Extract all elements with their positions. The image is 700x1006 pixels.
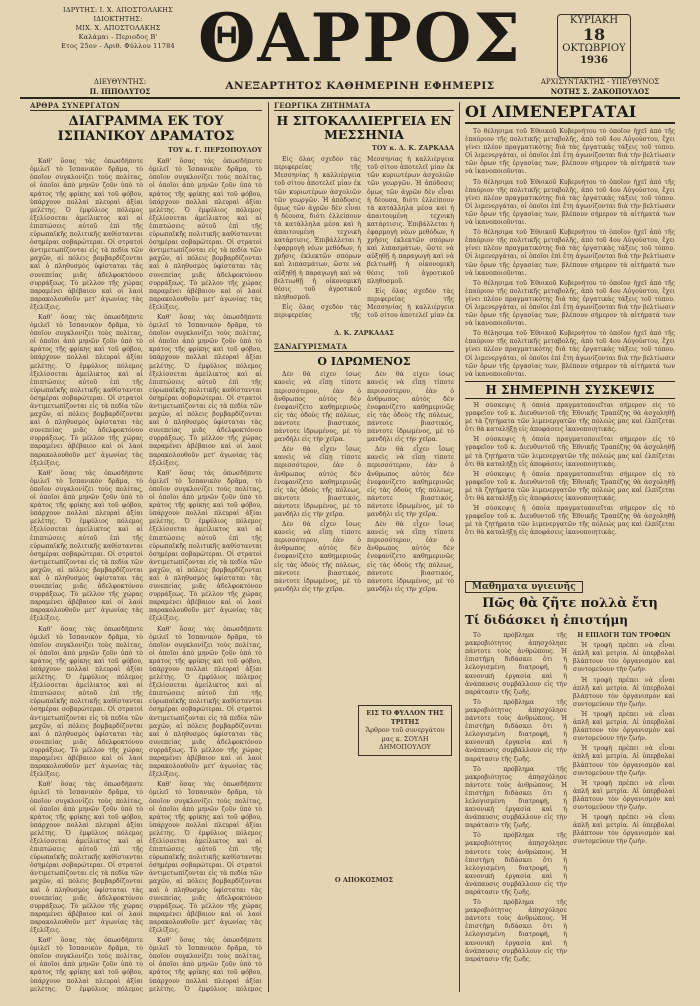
column-1 (30, 102, 262, 992)
article-paragraph: Τὸ θέλησιμα τοῦ Ἐθνικοῦ Κυβερνήτου τὸ ὁποῖον ἠχεῖ ἀπὸ τῆς ἐπαύριον τῆς πολιτικῆς μεταβολῆς, ἀπὸ τοῦ 4ου Αὐγούστου, ἔχει γίνει πλέον πραγματικότης διὰ τὰς ἐργατικὰς τάξεις τοῦ τόπου. Οἱ λιμενεργάται, οἱ ὁποῖοι ἐπὶ ἔτη ἀγωνίζονται διὰ τὴν βελτίωσιν τῶν ὅρων τῆς ἐργασίας των, βλέπουν σήμερον τὰ αἰτήματά των νὰ ἱκανοποιοῦνται. (465, 229, 675, 277)
newspaper-title: ΘΑΡΡΟΣ (197, 0, 523, 77)
article-paragraph: Ἡ τροφὴ πρέπει νὰ εἶναι ἁπλῆ καὶ μετρία. Αἱ ὑπερβολαὶ βλάπτουν τὸν ὀργανισμὸν καὶ συντομεύουν τὴν ζωήν. (573, 642, 675, 674)
health-article (465, 632, 675, 962)
article-paragraph: Καθ' ὅσας τὰς ὀπωσδήποτε ὁμιλεῖ τὸ Ἱσπανικὸν δρᾶμα, τὸ ὁποῖον συγκλονίζει τοὺς πολίτας, οἱ ὁποῖοι ἀπὸ μηνῶν ζοῦν ὑπὸ τὸ κράτος τῆς φρίκης καὶ τοῦ φόβου, ὑπάρχουν πολλαὶ πλευραὶ ἀξίαι μελέτης. Ὁ ἐμφύλιος πόλεμος (30, 937, 143, 992)
article-paragraph: Εἰς ὅλας σχεδὸν τὰς περιφερείας τῆς Μεσσηνίας ἡ καλλιέργεια τοῦ σίτου ἀποτελεῖ μίαν ἐκ (367, 287, 454, 319)
article-paragraph: Τὸ πρόβλημα τῆς μακροβιότητος ἀπησχόλησε πάντοτε τοὺς ἀνθρώπους. Ἡ ἐπιστήμη διδάσκει ὅτι ἡ λελογισμένη διατροφή, ἡ κανονικὴ ἐργασία καὶ ἡ ἀνάπαυσις συμβάλλουν εἰς τὴν παράτασιν τῆς ζωῆς. (465, 632, 567, 696)
article-paragraph: Ἡ σύσκεψις ἡ ὁποία πραγματοποιεῖται σήμερον εἰς τὸ γραφεῖον τοῦ κ. Διευθυντοῦ τῆς Ἐθνικῆς Τραπέζης θὰ ἀσχοληθῇ μὲ τὰ ζητήματα τῶν λιμενεργατῶν τῆς πόλεώς μας καὶ ἐλπίζεται ὅτι θὰ καταλήξῃ εἰς ἀποφάσεις ἱκανοποιητικάς. (465, 436, 675, 468)
masthead-divider (20, 97, 680, 99)
article-paragraph: Καθ' ὅσας τὰς ὀπωσδήποτε ὁμιλεῖ τὸ Ἱσπανικὸν δρᾶμα, τὸ ὁποῖον συγκλονίζει τοὺς πολίτας, οἱ ὁποῖοι ἀπὸ μηνῶν ζοῦν ὑπὸ τὸ κράτος τῆς φρίκης καὶ τοῦ φόβου, ὑπάρχουν πολλαὶ πλευραὶ ἀξίαι μελέτης. Ὁ ἐμφύλιος πόλεμος ἐξελίσσεται ἀμείλικτος καὶ αἱ ἐπιπτώσεις αὐτοῦ ἐπὶ τῆς εὐρωπαϊκῆς πολιτικῆς καθίστανται ὁσημέραι σοβαρώτεραι. Οἱ στρατοὶ ἀντιμετωπίζονται εἰς τὰ πεδία τῶν μαχῶν, αἱ πόλεις βομβαρδίζονται καὶ ὁ πληθυσμὸς ὑφίσταται τὰς συνεπείας μιᾶς ἀδελφοκτόνου συρράξεως. Τὸ μέλλον τῆς χώρας παραμένει ἀβέβαιον καὶ οἱ λαοὶ παρακολουθοῦν μετ' ἀγωνίας τὰς ἐξελίξεις. (30, 313, 143, 467)
article-paragraph: Δὲν θὰ εἶχεν ἴσως κανεὶς νὰ εἴπῃ τίποτε περισσότερον, ἐὰν ὁ ἄνθρωπος αὐτὸς δὲν ἐνεφανίζετο καθημερινῶς εἰς τὰς ὁδοὺς τῆς πόλεως, πάντοτε βιαστικός, πάντοτε ἱδρωμένος, μὲ τὸ μανδήλι εἰς τὴν χεῖρα. (274, 521, 361, 593)
article-paragraph: Καθ' ὅσας τὰς ὀπωσδήποτε ὁμιλεῖ τὸ Ἱσπανικὸν δρᾶμα, τὸ ὁποῖον συγκλονίζει τοὺς πολίτας, οἱ ὁποῖοι ἀπὸ μηνῶν ζοῦν ὑπὸ τὸ κράτος τῆς φρίκης καὶ τοῦ φόβου, ὑπάρχουν πολλαὶ πλευραὶ ἀξίαι μελέτης. Ὁ ἐμφύλιος πόλεμος (149, 937, 262, 992)
box-body: Ἄρθρον τοῦ συνεργάτου μας κ. ΣΟΥΛΗ ΔΗΜΟΠΟΥΛΟΥ (365, 726, 445, 752)
article-paragraph: Καθ' ὅσας τὰς ὀπωσδήποτε ὁμιλεῖ τὸ Ἱσπανικὸν δρᾶμα, τὸ ὁποῖον συγκλονίζει τοὺς πολίτας, οἱ ὁποῖοι ἀπὸ μηνῶν ζοῦν ὑπὸ τὸ κράτος τῆς φρίκης καὶ τοῦ φόβου, ὑπάρχουν πολλαὶ πλευραὶ ἀξίαι μελέτης. Ὁ ἐμφύλιος πόλεμος ἐξελίσσεται ἀμείλικτος καὶ αἱ ἐπιπτώσεις αὐτοῦ ἐπὶ τῆς εὐρωπαϊκῆς πολιτικῆς καθίστανται ὁσημέραι σοβαρώτεραι. Οἱ στρατοὶ ἀντιμετωπίζονται εἰς τὰ πεδία τῶν μαχῶν, αἱ πόλεις βομβαρδίζονται καὶ ὁ πληθυσμὸς ὑφίσταται τὰς συνεπείας μιᾶς ἀδελφοκτόνου συρράξεως. Τὸ μέλλον τῆς χώρας παραμένει ἀβέβαιον καὶ οἱ λαοὶ παρακολουθοῦν μετ' ἀγωνίας τὰς ἐξελίξεις. (149, 781, 262, 934)
article-paragraph: Ἡ τροφὴ πρέπει νὰ εἶναι ἁπλῆ καὶ μετρία. Αἱ ὑπερβολαὶ βλάπτουν τὸν ὀργανισμὸν καὶ συντομεύουν τὴν ζωήν. (573, 710, 675, 743)
article-paragraph: Δὲν θὰ εἶχεν ἴσως κανεὶς νὰ εἴπῃ τίποτε περισσότερον, ἐὰν ὁ ἄνθρωπος αὐτὸς δὲν ἐνεφανίζετο καθημερινῶς εἰς τὰς ὁδοὺς τῆς πόλεως, πάντοτε βιαστικός, πάντοτε ἱδρωμένος, μὲ τὸ μανδήλι εἰς τὴν χεῖρα. (367, 521, 454, 593)
editor-label: ΑΡΧΙΣΥΝΤΑΚΤΗΣ - ΥΠΕΥΘΥΝΟΣ (540, 78, 660, 86)
article-paragraph: Καθ' ὅσας τὰς ὀπωσδήποτε ὁμιλεῖ τὸ Ἱσπανικὸν δρᾶμα, τὸ ὁποῖον συγκλονίζει τοὺς πολίτας, οἱ ὁποῖοι ἀπὸ μηνῶν ζοῦν ὑπὸ τὸ κράτος τῆς φρίκης καὶ τοῦ φόβου, ὑπάρχουν πολλαὶ πλευραὶ ἀξίαι μελέτης. Ὁ ἐμφύλιος πόλεμος ἐξελίσσεται ἀμείλικτος καὶ αἱ ἐπιπτώσεις αὐτοῦ ἐπὶ τῆς εὐρωπαϊκῆς πολιτικῆς καθίστανται ὁσημέραι σοβαρώτεραι. Οἱ στρατοὶ ἀντιμετωπίζονται εἰς τὰ πεδία τῶν μαχῶν, αἱ πόλεις βομβαρδίζονται καὶ ὁ πληθυσμὸς ὑφίσταται τὰς συνεπείας μιᾶς ἀδελφοκτόνου συρράξεως. Τὸ μέλλον τῆς χώρας παραμένει ἀβέβαιον καὶ οἱ λαοὶ παρακολουθοῦν μετ' ἀγωνίας τὰς ἐξελίξεις. (149, 625, 262, 779)
article-paragraph: Τὸ πρόβλημα τῆς μακροβιότητος ἀπησχόλησε πάντοτε τοὺς ἀνθρώπους. Ἡ ἐπιστήμη διδάσκει ὅτι ἡ λελογισμένη διατροφή, ἡ κανονικὴ ἐργασία καὶ ἡ ἀνάπαυσις συμβάλλουν εἰς τὴν παράτασιν τῆς ζωῆς. (465, 832, 567, 896)
article-paragraph: Ἡ τροφὴ πρέπει νὰ εἶναι ἁπλῆ καὶ μετρία. Αἱ ὑπερβολαὶ βλάπτουν τὸν ὀργανισμὸν καὶ συντομεύουν τὴν ζωήν. (573, 779, 675, 811)
editor-name: ΝΟΤΗΣ Σ. ΖΑΚΟΠΟΥΛΟΣ (550, 87, 650, 96)
column-divider (268, 102, 269, 992)
date-box (557, 14, 631, 78)
article-subheadline: Τί διδάσκει ἡ ἐπιστήμη (465, 613, 629, 628)
article-paragraph: Καθ' ὅσας τὰς ὀπωσδήποτε ὁμιλεῖ τὸ Ἱσπανικὸν δρᾶμα, τὸ ὁποῖον συγκλονίζει τοὺς πολίτας, οἱ ὁποῖοι ἀπὸ μηνῶν ζοῦν ὑπὸ τὸ κράτος τῆς φρίκης καὶ τοῦ φόβου, ὑπάρχουν πολλαὶ πλευραὶ ἀξίαι μελέτης. Ὁ ἐμφύλιος πόλεμος ἐξελίσσεται ἀμείλικτος καὶ αἱ ἐπιπτώσεις αὐτοῦ ἐπὶ τῆς εὐρωπαϊκῆς πολιτικῆς καθίστανται ὁσημέραι σοβαρώτεραι. Οἱ στρατοὶ ἀντιμετωπίζονται εἰς τὰ πεδία τῶν μαχῶν, αἱ πόλεις βομβαρδίζονται καὶ ὁ πληθυσμὸς ὑφίσταται τὰς συνεπείας μιᾶς ἀδελφοκτόνου συρράξεως. Τὸ μέλλον τῆς χώρας παραμένει ἀβέβαιον καὶ οἱ λαοὶ παρακολουθοῦν μετ' ἀγωνίας τὰς ἐξελίξεις. (149, 469, 262, 623)
article-paragraph: Καθ' ὅσας τὰς ὀπωσδήποτε ὁμιλεῖ τὸ Ἱσπανικὸν δρᾶμα, τὸ ὁποῖον συγκλονίζει τοὺς πολίτας, οἱ ὁποῖοι ἀπὸ μηνῶν ζοῦν ὑπὸ τὸ κράτος τῆς φρίκης καὶ τοῦ φόβου, ὑπάρχουν πολλαὶ πλευραὶ ἀξίαι μελέτης. Ὁ ἐμφύλιος πόλεμος ἐξελίσσεται ἀμείλικτος καὶ αἱ ἐπιπτώσεις αὐτοῦ ἐπὶ τῆς εὐρωπαϊκῆς πολιτικῆς καθίστανται ὁσημέραι σοβαρώτεραι. Οἱ στρατοὶ ἀντιμετωπίζονται εἰς τὰ πεδία τῶν μαχῶν, αἱ πόλεις βομβαρδίζονται καὶ ὁ πληθυσμὸς ὑφίσταται τὰς συνεπείας μιᾶς ἀδελφοκτόνου συρράξεως. Τὸ μέλλον τῆς χώρας παραμένει ἀβέβαιον καὶ οἱ λαοὶ παρακολουθοῦν μετ' ἀγωνίας τὰς ἐξελίξεις. (30, 781, 143, 934)
section-label: Μαθηματα υγιεινῆς (465, 581, 583, 593)
article-paragraph: Δὲν θὰ εἶχεν ἴσως κανεὶς νὰ εἴπῃ τίποτε περισσότερον, ἐὰν ὁ ἄνθρωπος αὐτὸς δὲν ἐνεφανίζετο καθημερινῶς εἰς τὰς ὁδοὺς τῆς πόλεως, πάντοτε βιαστικός, πάντοτε ἱδρωμένος, μὲ τὸ μανδήλι εἰς τὴν χεῖρα. (274, 446, 361, 518)
box-title: ΕΙΣ ΤΟ ΦΥΛΛΟΝ ΤΗΣ ΤΡΙΤΗΣ (366, 709, 444, 726)
article-headline: Πῶς θὰ ζῆτε πολλὰ ἔτη (482, 596, 658, 612)
article-paragraph: Δὲν θὰ εἶχεν ἴσως κανεὶς νὰ εἴπῃ τίποτε περισσότερον, ἐὰν ὁ ἄνθρωπος αὐτὸς δὲν ἐνεφανίζετο καθημερινῶς εἰς τὰς ὁδοὺς τῆς πόλεως, πάντοτε βιαστικός, πάντοτε ἱδρωμένος, μὲ τὸ μανδήλι εἰς τὴν χεῖρα. (367, 446, 454, 518)
article-paragraph: Ἡ σύσκεψις ἡ ὁποία πραγματοποιεῖται σήμερον εἰς τὸ γραφεῖον τοῦ κ. Διευθυντοῦ τῆς Ἐθνικῆς Τραπέζης θὰ ἀσχοληθῇ μὲ τὰ ζητήματα τῶν λιμενεργατῶν τῆς πόλεώς μας καὶ ἐλπίζεται ὅτι θὰ καταλήξῃ εἰς ἀποφάσεις ἱκανοποιητικάς. (465, 402, 675, 434)
article-paragraph: Ἡ τροφὴ πρέπει νὰ εἶναι ἁπλῆ καὶ μετρία. Αἱ ὑπερβολαὶ βλάπτουν τὸν ὀργανισμὸν καὶ συντομεύουν τὴν ζωήν. (573, 676, 675, 708)
newspaper-subtitle: ΑΝΕΞΑΡΤΗΤΟΣ ΚΑΘΗΜΕΡΙΝΗ ΕΦΗΜΕΡΙΣ (225, 80, 495, 92)
article-body (465, 632, 567, 962)
director-name: Π. ΙΠΠΟΛΥΤΟΣ (89, 87, 151, 96)
article-paragraph: Καθ' ὅσας τὰς ὀπωσδήποτε ὁμιλεῖ τὸ Ἱσπανικὸν δρᾶμα, τὸ ὁποῖον συγκλονίζει τοὺς πολίτας, οἱ ὁποῖοι ἀπὸ μηνῶν ζοῦν ὑπὸ τὸ κράτος τῆς φρίκης καὶ τοῦ φόβου, ὑπάρχουν πολλαὶ πλευραὶ ἀξίαι μελέτης. Ὁ ἐμφύλιος πόλεμος ἐξελίσσεται ἀμείλικτος καὶ αἱ ἐπιπτώσεις αὐτοῦ ἐπὶ τῆς εὐρωπαϊκῆς πολιτικῆς καθίστανται ὁσημέραι σοβαρώτεραι. Οἱ στρατοὶ ἀντιμετωπίζονται εἰς τὰ πεδία τῶν μαχῶν, αἱ πόλεις βομβαρδίζονται καὶ ὁ πληθυσμὸς ὑφίσταται τὰς συνεπείας μιᾶς ἀδελφοκτόνου συρράξεως. Τὸ μέλλον τῆς χώρας παραμένει ἀβέβαιον καὶ οἱ λαοὶ παρακολουθοῦν μετ' ἀγωνίας τὰς ἐξελίξεις. (149, 158, 262, 311)
article-paragraph: Τὸ θέλησιμα τοῦ Ἐθνικοῦ Κυβερνήτου τὸ ὁποῖον ἠχεῖ ἀπὸ τῆς ἐπαύριον τῆς πολιτικῆς μεταβολῆς, ἀπὸ τοῦ 4ου Αὐγούστου, ἔχει γίνει πλέον πραγματικότης διὰ τὰς ἐργατικὰς τάξεις τοῦ τόπου. Οἱ λιμενεργάται, οἱ ὁποῖοι ἐπὶ ἔτη ἀγωνίζονται διὰ τὴν βελτίωσιν τῶν ὅρων τῆς ἐργασίας των, βλέπουν σήμερον τὰ αἰτήματά των νὰ ἱκανοποιοῦνται. (465, 128, 675, 176)
article-headline: ΟΙ ΛΙΜΕΝΕΡΓΑΤΑΙ (465, 102, 675, 124)
column-divider (459, 102, 460, 992)
article-paragraph: Τὸ πρόβλημα τῆς μακροβιότητος ἀπησχόλησε πάντοτε τοὺς ἀνθρώπους. Ἡ ἐπιστήμη διδάσκει ὅτι ἡ λελογισμένη διατροφή, ἡ κανονικὴ ἐργασία καὶ ἡ ἀνάπαυσις συμβάλλουν εἰς τὴν παράτασιν τῆς ζωῆς. (465, 698, 567, 763)
publisher-line: ΙΔΙΟΚΤΗΤΗΣ: (93, 15, 143, 23)
column-signature: Ο ΑΠΟΚΟΣΜΟΣ (334, 875, 394, 884)
article-paragraph: Τὸ θέλησιμα τοῦ Ἐθνικοῦ Κυβερνήτου τὸ ὁποῖον ἠχεῖ ἀπὸ τῆς ἐπαύριον τῆς πολιτικῆς μεταβολῆς, ἀπὸ τοῦ 4ου Αὐγούστου, ἔχει γίνει πλέον πραγματικότης διὰ τὰς ἐργατικὰς τάξεις τοῦ τόπου. Οἱ λιμενεργάται, οἱ ὁποῖοι ἐπὶ ἔτη ἀγωνίζονται διὰ τὴν βελτίωσιν τῶν ὅρων τῆς ἐργασίας των, βλέπουν σήμερον τὰ αἰτήματά των νὰ ἱκανοποιοῦνται. (465, 178, 675, 227)
date-number: 18 (582, 25, 606, 44)
date-year: 1936 (580, 55, 608, 66)
director-info (60, 78, 180, 96)
article-headline: Ο ΙΔΡΩΜΕΝΟΣ (317, 355, 411, 369)
article-paragraph: Εἰς ὅλας σχεδὸν τὰς περιφερείας τῆς Μεσσηνίας ἡ καλλιέργεια τοῦ σίτου ἀποτελεῖ μίαν ἐκ τῶν κυριωτέρων ἀσχολιῶν τῶν γεωργῶν. Ἡ ἀπόδοσις ὅμως τῶν ἀγρῶν δὲν εἶναι ἡ δέουσα, διότι ἐλλείπουν τὰ κατάλληλα μέσα καὶ ἡ ἀπαιτουμένη τεχνικὴ κατάρτισις. Ἐπιβάλλεται ἡ ἐφαρμογὴ νέων μεθόδων, ἡ χρῆσις ἐκλεκτῶν σπόρων καὶ λιπασμάτων, ὥστε νὰ αὐξηθῇ ἡ παραγωγὴ καὶ νὰ βελτιωθῇ ἡ οἰκονομικὴ θέσις τοῦ ἀγροτικοῦ πληθυσμοῦ. (274, 156, 454, 319)
section-headline: Η ΣΗΜΕΡΙΝΗ ΣΥΣΚΕΨΙΣ (465, 381, 675, 399)
article-paragraph: Εἰς ὅλας σχεδὸν τὰς περιφερείας τῆς Μεσσηνίας ἡ καλλιέργεια τοῦ σίτου ἀποτελεῖ μίαν ἐκ τῶν κυριωτέρων ἀσχολιῶν τῶν γεωργῶν. Ἡ ἀπόδοσις ὅμως τῶν ἀγρῶν δὲν εἶναι ἡ δέουσα, διότι ἐλλείπουν τὰ κατάλληλα μέσα καὶ ἡ ἀπαιτουμένη τεχνικὴ κατάρτισις. Ἐπιβάλλεται ἡ ἐφαρμογὴ νέων μεθόδων, ἡ χρῆσις ἐκλεκτῶν σπόρων καὶ λιπασμάτων, ὥστε νὰ αὐξηθῇ ἡ παραγωγὴ καὶ νὰ βελτιωθῇ ἡ οἰκονομικὴ θέσις τοῦ ἀγροτικοῦ πληθυσμοῦ. (274, 156, 361, 301)
column-3 (465, 102, 675, 992)
article-body (465, 128, 675, 378)
article-paragraph: Ἡ τροφὴ πρέπει νὰ εἶναι ἁπλῆ καὶ μετρία. Αἱ ὑπερβολαὶ βλάπτουν τὸν ὀργανισμὸν καὶ συντομεύουν τὴν ζωήν. (573, 814, 675, 846)
director-label: ΔΙΕΥΘΥΝΤΗΣ: (93, 78, 147, 86)
article-body (30, 158, 262, 992)
article-paragraph: Ἡ σύσκεψις ἡ ὁποία πραγματοποιεῖται σήμερον εἰς τὸ γραφεῖον τοῦ κ. Διευθυντοῦ τῆς Ἐθνικῆς Τραπέζης θὰ ἀσχοληθῇ μὲ τὰ ζητήματα τῶν λιμενεργατῶν τῆς πόλεώς μας καὶ ἐλπίζεται ὅτι θὰ καταλήξῃ εἰς ἀποφάσεις ἱκανοποιητικάς. (465, 505, 675, 537)
section-label: ΓΕΩΡΓΙΚΑ ΖΗΤΗΜΑΤΑ (274, 102, 454, 111)
masthead (0, 0, 700, 95)
section-label: ΞΑΝΑΓΥΡΙΣΜΑΤΑ (274, 343, 454, 352)
article-subsection: Η ΕΠΙΛΟΓΗ ΤΩΝ ΤΡΟΦΩΝ (577, 632, 671, 640)
section-label: ΑΡΘΡΑ ΣΥΝΕΡΓΑΤΩΝ (30, 102, 262, 111)
article-paragraph: Τὸ πρόβλημα τῆς μακροβιότητος ἀπησχόλησε πάντοτε τοὺς ἀνθρώπους. Ἡ ἐπιστήμη διδάσκει ὅτι ἡ λελογισμένη διατροφή, ἡ κανονικὴ ἐργασία καὶ ἡ ἀνάπαυσις συμβάλλουν εἰς τὴν παράτασιν τῆς ζωῆς. (465, 899, 567, 963)
date-month: ΟΚΤΩΒΡΙΟΥ (562, 43, 626, 54)
article-paragraph: Δὲν θὰ εἶχεν ἴσως κανεὶς νὰ εἴπῃ τίποτε περισσότερον, ἐὰν ὁ ἄνθρωπος αὐτὸς δὲν ἐνεφανίζετο καθημερινῶς εἰς τὰς ὁδοὺς τῆς πόλεως, πάντοτε βιαστικός, πάντοτε ἱδρωμένος, μὲ τὸ μανδήλι εἰς τὴν χεῖρα. (367, 371, 454, 444)
article-byline: ΤΟΥ κ. Δ. Κ. ΖΑΡΚΑΔΑ (372, 144, 454, 153)
article-body (465, 402, 675, 577)
publisher-line: ΜΙΧ. Χ. ΑΠΟΣΤΟΛΑΚΗΣ (75, 24, 161, 32)
article-paragraph: Καθ' ὅσας τὰς ὀπωσδήποτε ὁμιλεῖ τὸ Ἱσπανικὸν δρᾶμα, τὸ ὁποῖον συγκλονίζει τοὺς πολίτας, οἱ ὁποῖοι ἀπὸ μηνῶν ζοῦν ὑπὸ τὸ κράτος τῆς φρίκης καὶ τοῦ φόβου, ὑπάρχουν πολλαὶ πλευραὶ ἀξίαι μελέτης. Ὁ ἐμφύλιος πόλεμος ἐξελίσσεται ἀμείλικτος καὶ αἱ ἐπιπτώσεις αὐτοῦ ἐπὶ τῆς εὐρωπαϊκῆς πολιτικῆς καθίστανται ὁσημέραι σοβαρώτεραι. Οἱ στρατοὶ ἀντιμετωπίζονται εἰς τὰ πεδία τῶν μαχῶν, αἱ πόλεις βομβαρδίζονται καὶ ὁ πληθυσμὸς ὑφίσταται τὰς συνεπείας μιᾶς ἀδελφοκτόνου συρράξεως. Τὸ μέλλον τῆς χώρας παραμένει ἀβέβαιον καὶ οἱ λαοὶ παρακολουθοῦν μετ' ἀγωνίας τὰς ἐξελίξεις. (30, 158, 143, 311)
article-headline: ΔΙΑΓΡΑΜΜΑ ΕΚ ΤΟΥ ΙΣΠΑΝΙΚΟΥ ΔΡΑΜΑΤΟΣ (57, 114, 235, 145)
publisher-line: Καλάμαι - Περιοδος Β' (78, 33, 158, 41)
article-paragraph: Τὸ θέλησιμα τοῦ Ἐθνικοῦ Κυβερνήτου τὸ ὁποῖον ἠχεῖ ἀπὸ τῆς ἐπαύριον τῆς πολιτικῆς μεταβολῆς, ἀπὸ τοῦ 4ου Αὐγούστου, ἔχει γίνει πλέον πραγματικότης διὰ τὰς ἐργατικὰς τάξεις τοῦ τόπου. Οἱ λιμενεργάται, οἱ ὁποῖοι ἐπὶ ἔτη ἀγωνίζονται διὰ τὴν βελτίωσιν τῶν ὅρων τῆς ἐργασίας των, βλέπουν σήμερον τὰ αἰτήματά των νὰ ἱκανοποιοῦνται. (465, 330, 675, 378)
article-paragraph: Δὲν θὰ εἶχεν ἴσως κανεὶς νὰ εἴπῃ τίποτε περισσότερον, ἐὰν ὁ ἄνθρωπος αὐτὸς δὲν ἐνεφανίζετο καθημερινῶς εἰς τὰς ὁδοὺς τῆς πόλεως, πάντοτε βιαστικός, πάντοτε ἱδρωμένος, μὲ τὸ μανδήλι εἰς τὴν χεῖρα. (274, 371, 361, 444)
article-signature: Δ. Κ. ΖΑΡΚΑΔΑΣ (334, 329, 394, 338)
date-day: ΚΥΡΙΑΚΗ (569, 15, 619, 26)
publisher-info (48, 6, 188, 51)
article-paragraph: Καθ' ὅσας τὰς ὀπωσδήποτε ὁμιλεῖ τὸ Ἱσπανικὸν δρᾶμα, τὸ ὁποῖον συγκλονίζει τοὺς πολίτας, οἱ ὁποῖοι ἀπὸ μηνῶν ζοῦν ὑπὸ τὸ κράτος τῆς φρίκης καὶ τοῦ φόβου, ὑπάρχουν πολλαὶ πλευραὶ ἀξίαι μελέτης. Ὁ ἐμφύλιος πόλεμος ἐξελίσσεται ἀμείλικτος καὶ αἱ ἐπιπτώσεις αὐτοῦ ἐπὶ τῆς εὐρωπαϊκῆς πολιτικῆς καθίστανται ὁσημέραι σοβαρώτεραι. Οἱ στρατοὶ ἀντιμετωπίζονται εἰς τὰ πεδία τῶν μαχῶν, αἱ πόλεις βομβαρδίζονται καὶ ὁ πληθυσμὸς ὑφίσταται τὰς συνεπείας μιᾶς ἀδελφοκτόνου συρράξεως. Τὸ μέλλον τῆς χώρας παραμένει ἀβέβαιον καὶ οἱ λαοὶ παρακολουθοῦν μετ' ἀγωνίας τὰς ἐξελίξεις. (149, 313, 262, 467)
next-issue-box (358, 705, 452, 756)
article-body (573, 632, 675, 962)
publisher-line: Ετος 25ον - Αριθ. Φύλλου 11784 (61, 42, 175, 50)
article-body (274, 156, 454, 326)
article-paragraph: Καθ' ὅσας τὰς ὀπωσδήποτε ὁμιλεῖ τὸ Ἱσπανικὸν δρᾶμα, τὸ ὁποῖον συγκλονίζει τοὺς πολίτας, οἱ ὁποῖοι ἀπὸ μηνῶν ζοῦν ὑπὸ τὸ κράτος τῆς φρίκης καὶ τοῦ φόβου, ὑπάρχουν πολλαὶ πλευραὶ ἀξίαι μελέτης. Ὁ ἐμφύλιος πόλεμος ἐξελίσσεται ἀμείλικτος καὶ αἱ ἐπιπτώσεις αὐτοῦ ἐπὶ τῆς εὐρωπαϊκῆς πολιτικῆς καθίστανται ὁσημέραι σοβαρώτεραι. Οἱ στρατοὶ ἀντιμετωπίζονται εἰς τὰ πεδία τῶν μαχῶν, αἱ πόλεις βομβαρδίζονται καὶ ὁ πληθυσμὸς ὑφίσταται τὰς συνεπείας μιᾶς ἀδελφοκτόνου συρράξεως. Τὸ μέλλον τῆς χώρας παραμένει ἀβέβαιον καὶ οἱ λαοὶ παρακολουθοῦν μετ' ἀγωνίας τὰς ἐξελίξεις. (30, 469, 143, 623)
article-paragraph: Καθ' ὅσας τὰς ὀπωσδήποτε ὁμιλεῖ τὸ Ἱσπανικὸν δρᾶμα, τὸ ὁποῖον συγκλονίζει τοὺς πολίτας, οἱ ὁποῖοι ἀπὸ μηνῶν ζοῦν ὑπὸ τὸ κράτος τῆς φρίκης καὶ τοῦ φόβου, ὑπάρχουν πολλαὶ πλευραὶ ἀξίαι μελέτης. Ὁ ἐμφύλιος πόλεμος ἐξελίσσεται ἀμείλικτος καὶ αἱ ἐπιπτώσεις αὐτοῦ ἐπὶ τῆς εὐρωπαϊκῆς πολιτικῆς καθίστανται ὁσημέραι σοβαρώτεραι. Οἱ στρατοὶ ἀντιμετωπίζονται εἰς τὰ πεδία τῶν μαχῶν, αἱ πόλεις βομβαρδίζονται καὶ ὁ πληθυσμὸς ὑφίσταται τὰς συνεπείας μιᾶς ἀδελφοκτόνου συρράξεως. Τὸ μέλλον τῆς χώρας παραμένει ἀβέβαιον καὶ οἱ λαοὶ παρακολουθοῦν μετ' ἀγωνίας τὰς ἐξελίξεις. (30, 625, 143, 779)
article-body (274, 371, 454, 701)
article-paragraph: Τὸ πρόβλημα τῆς μακροβιότητος ἀπησχόλησε πάντοτε τοὺς ἀνθρώπους. Ἡ ἐπιστήμη διδάσκει ὅτι ἡ λελογισμένη διατροφή, ἡ κανονικὴ ἐργασία καὶ ἡ ἀνάπαυσις συμβάλλουν εἰς τὴν παράτασιν τῆς ζωῆς. (465, 765, 567, 830)
editor-info (530, 78, 670, 96)
publisher-line: ΙΔΡΥΤΗΣ: Ι. Χ. ΑΠΟΣΤΟΛΑΚΗΣ (63, 6, 173, 14)
article-headline: Η ΣΙΤΟΚΑΛΛΙΕΡΓΕΙΑ ΕΝ ΜΕΣΣΗΝΙΑ (276, 113, 452, 143)
article-paragraph: Ἡ σύσκεψις ἡ ὁποία πραγματοποιεῖται σήμερον εἰς τὸ γραφεῖον τοῦ κ. Διευθυντοῦ τῆς Ἐθνικῆς Τραπέζης θὰ ἀσχοληθῇ μὲ τὰ ζητήματα τῶν λιμενεργατῶν τῆς πόλεώς μας καὶ ἐλπίζεται ὅτι θὰ καταλήξῃ εἰς ἀποφάσεις ἱκανοποιητικάς. (465, 470, 675, 503)
article-paragraph: Τὸ θέλησιμα τοῦ Ἐθνικοῦ Κυβερνήτου τὸ ὁποῖον ἠχεῖ ἀπὸ τῆς ἐπαύριον τῆς πολιτικῆς μεταβολῆς, ἀπὸ τοῦ 4ου Αὐγούστου, ἔχει γίνει πλέον πραγματικότης διὰ τὰς ἐργατικὰς τάξεις τοῦ τόπου. Οἱ λιμενεργάται, οἱ ὁποῖοι ἐπὶ ἔτη ἀγωνίζονται διὰ τὴν βελτίωσιν τῶν ὅρων τῆς ἐργασίας των, βλέπουν σήμερον τὰ αἰτήματά των νὰ ἱκανοποιοῦνται. (465, 279, 675, 328)
article-byline: ΤΟΥ κ. Γ. ΠΕΡΣΟΠΟΥΛΟΥ (168, 146, 262, 155)
article-paragraph: Ἡ τροφὴ πρέπει νὰ εἶναι ἁπλῆ καὶ μετρία. Αἱ ὑπερβολαὶ βλάπτουν τὸν ὀργανισμὸν καὶ συντομεύουν τὴν ζωήν. (573, 745, 675, 777)
column-2 (274, 102, 454, 992)
